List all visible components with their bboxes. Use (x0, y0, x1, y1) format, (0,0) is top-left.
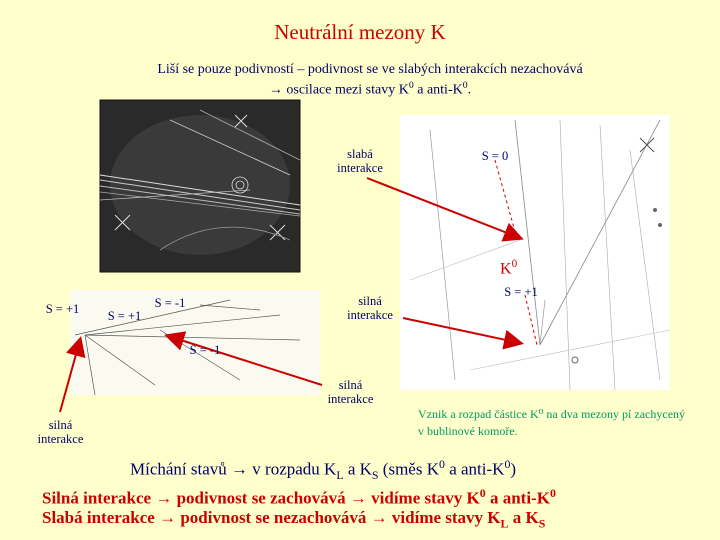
intro-line-2-prefix: → oscilace mezi stavy K (268, 82, 409, 98)
intro-line-1: Liší se pouze podivností – podivnost se ve slabých interakcích nezachovává (157, 62, 583, 77)
intro-sup-1: 0 (408, 80, 414, 91)
label-s-plus1-right: S = +1 (504, 285, 538, 299)
mixing-prefix: Míchání stavů → v rozpadu K (130, 459, 337, 479)
label-k0-sup: 0 (511, 258, 518, 270)
label-weak-interaction: slabá interakce (337, 147, 383, 175)
mixing-sub-s: S (371, 468, 379, 483)
label-s-minus1-b: S = -1 (189, 343, 221, 357)
strong-line-sup-2: 0 (549, 486, 556, 500)
label-k0 (500, 258, 517, 278)
weak-line-sub-l: L (500, 516, 509, 531)
label-s-plus1-left-b: S = +1 (107, 309, 142, 323)
label-strong-interaction-lower: silná interakce (327, 378, 374, 406)
weak-line-sub-s: S (538, 516, 546, 531)
mixing-mid: a K (343, 459, 372, 479)
mixing-sup-2: 0 (504, 457, 511, 471)
label-k0-text: K (500, 260, 512, 278)
label-strong-interaction-bottom-left: silná interakce (37, 418, 84, 446)
photo-caption: Vznik a rozpad částice K⁰ na dva mezony pí zachycený v bublinové komoře. (418, 407, 686, 438)
mixing-paren-close: ) (510, 459, 517, 479)
mixing-paren-open: (směs K (378, 459, 439, 479)
label-strong-interaction-mid: silná interakce (347, 294, 393, 322)
strong-line-prefix: Silná interakce → podivnost se zachovává → vidíme stavy K (42, 488, 480, 508)
page-title: Neutrální mezony K (274, 20, 446, 44)
weak-line-mid: a K (508, 508, 539, 527)
intro-line-2-mid: a anti-K (413, 82, 463, 98)
mixing-sup-1: 0 (439, 457, 445, 471)
strong-line-mid: a anti-K (485, 488, 550, 508)
intro-sup-2: 0 (462, 80, 468, 91)
bubble-chamber-photo-left (100, 100, 300, 272)
label-s-plus1-left-a: S = +1 (45, 302, 80, 316)
strong-interaction-line (42, 486, 702, 509)
intro-line-2-suffix: . (467, 82, 472, 98)
strong-line-sup-1: 0 (479, 486, 486, 500)
bubble-chamber-photo-right (400, 115, 670, 390)
mixing-paren-mid: a anti-K (444, 459, 505, 479)
weak-interaction-line (42, 508, 702, 531)
label-s-zero: S = 0 (481, 149, 509, 163)
mixing-line (130, 457, 690, 483)
weak-line-prefix: Slabá interakce → podivnost se nezachovává → vidíme stavy K (42, 508, 501, 527)
mixing-sub-l: L (336, 468, 344, 483)
label-s-minus1-a: S = -1 (154, 296, 186, 310)
